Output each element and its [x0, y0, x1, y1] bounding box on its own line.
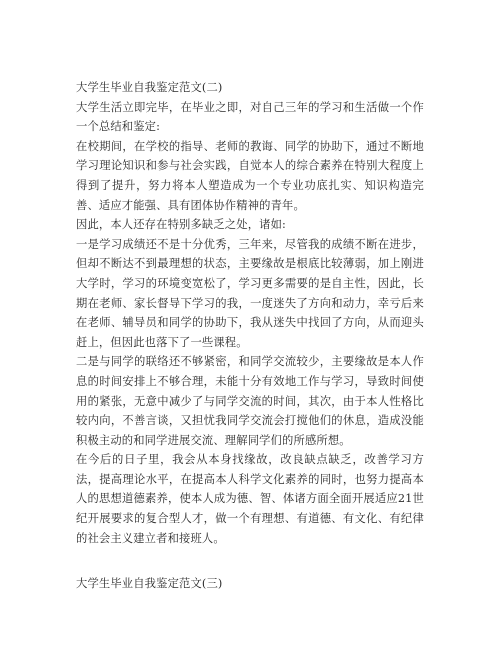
section-3-title: 大学生毕业自我鉴定范文(三) [76, 577, 223, 591]
section-2-paragraph-shortcomings: 因此，本人还存在特别多缺乏之处，诸如: [76, 218, 287, 232]
section-2-paragraph-point-two: 二是与同学的联络还不够紧密，和同学交流较少，主要缘故是本人作息的时间安排上不够合理，未能十分有效地工作与学习，导致时间使用的紧张，无意中减少了与同学交流的时间，其次，由于本人性格比较内向，不善言谈，又担忧我同学交流会打搅他们的休息，造成没能积极主动的和同学进展交流、理解同学们的所感所想。 [76, 355, 424, 447]
document-body [76, 78, 424, 594]
section-2-paragraph-point-one: 一是学习成绩还不是十分优秀，三年来，尽管我的成绩不断在进步，但却不断达不到最理想的状态，主要缘故是根底比较薄弱，加上刚进大学时，学习的环境变宽松了，学习更多需要的是自主性，因此，长期在老师、家长督导下学习的我，一度迷失了方向和动力，幸亏后来在老师、辅导员和同学的协助下，我从迷失中找回了方向，从而迎头赶上，但因此也落下了一些课程。 [76, 237, 424, 349]
section-2-paragraph-intro: 大学生活立即完毕，在毕业之即，对自己三年的学习和生活做一个作一个总结和鉴定: [76, 100, 424, 134]
section-spacer [76, 548, 424, 574]
section-2-paragraph-school-period: 在校期间，在学校的指导、老师的教诲、同学的协助下，通过不断地学习理论知识和参与社会实践，自觉本人的综合素养在特别大程度上得到了提升，努力将本人塑造成为一个专业功底扎实、知识构造完善、适应才能强、具有团体协作精神的青年。 [76, 139, 424, 212]
section-2-paragraph-future: 在今后的日子里，我会从本身找缘故，改良缺点缺乏，改善学习方法，提高理论水平，在提高本人科学文化素养的同时，也努力提高本人的思想道德素养，使本人成为德、智、体诸方面全面开展适应21世纪开展要求的复合型人才，做一个有理想、有道德、有文化、有纪律的社会主义建立者和接班人。 [76, 453, 424, 545]
section-2-title: 大学生毕业自我鉴定范文(二) [76, 81, 223, 94]
